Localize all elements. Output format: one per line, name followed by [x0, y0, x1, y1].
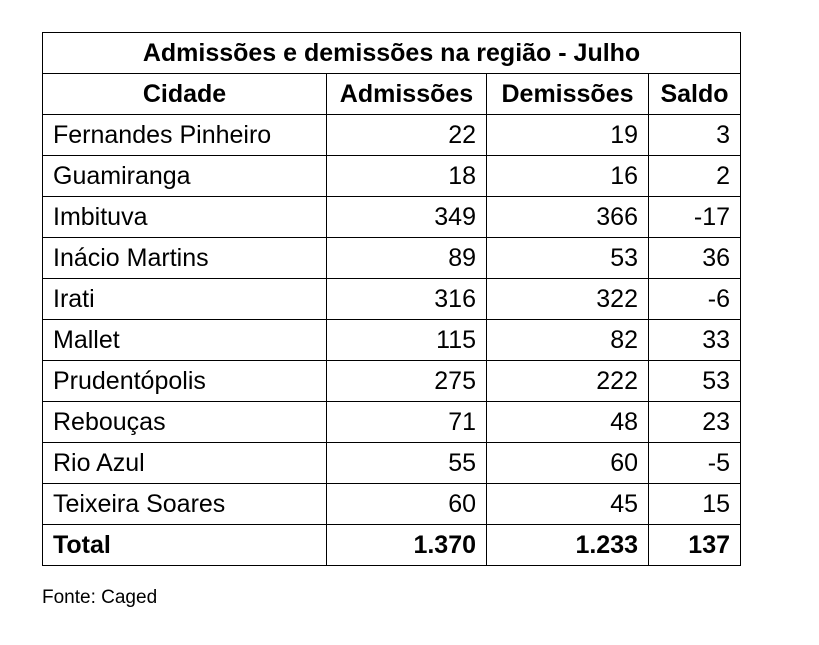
admissions-cell: 60	[327, 484, 487, 525]
city-cell: Rio Azul	[43, 443, 327, 484]
admissions-cell: 115	[327, 320, 487, 361]
total-admissions: 1.370	[327, 525, 487, 566]
table-row	[43, 443, 741, 484]
balance-cell: -17	[649, 197, 741, 238]
dismissals-cell: 82	[487, 320, 649, 361]
admissions-cell: 22	[327, 115, 487, 156]
admissions-cell: 71	[327, 402, 487, 443]
admissions-cell: 349	[327, 197, 487, 238]
city-cell: Fernandes Pinheiro	[43, 115, 327, 156]
admissions-cell: 18	[327, 156, 487, 197]
table-row	[43, 279, 741, 320]
source-note: Fonte: Caged	[42, 587, 158, 608]
table-row	[43, 484, 741, 525]
header-row	[43, 74, 741, 115]
header-city: Cidade	[43, 74, 327, 115]
admissions-cell: 55	[327, 443, 487, 484]
admissions-dismissals-table	[42, 32, 741, 566]
table-row	[43, 361, 741, 402]
total-balance: 137	[649, 525, 741, 566]
dismissals-cell: 16	[487, 156, 649, 197]
balance-cell: 3	[649, 115, 741, 156]
table-row	[43, 197, 741, 238]
total-dismissals: 1.233	[487, 525, 649, 566]
city-cell: Irati	[43, 279, 327, 320]
table-row	[43, 156, 741, 197]
balance-cell: 2	[649, 156, 741, 197]
city-cell: Teixeira Soares	[43, 484, 327, 525]
balance-cell: 15	[649, 484, 741, 525]
table-title: Admissões e demissões na região - Julho	[43, 33, 741, 74]
dismissals-cell: 366	[487, 197, 649, 238]
dismissals-cell: 60	[487, 443, 649, 484]
total-label: Total	[43, 525, 327, 566]
balance-cell: 53	[649, 361, 741, 402]
table-row	[43, 320, 741, 361]
balance-cell: 33	[649, 320, 741, 361]
admissions-cell: 275	[327, 361, 487, 402]
dismissals-cell: 53	[487, 238, 649, 279]
balance-cell: -6	[649, 279, 741, 320]
table-row	[43, 115, 741, 156]
table-row	[43, 402, 741, 443]
city-cell: Guamiranga	[43, 156, 327, 197]
admissions-cell: 89	[327, 238, 487, 279]
balance-cell: -5	[649, 443, 741, 484]
dismissals-cell: 322	[487, 279, 649, 320]
header-balance: Saldo	[649, 74, 741, 115]
dismissals-cell: 19	[487, 115, 649, 156]
header-admissions: Admissões	[327, 74, 487, 115]
dismissals-cell: 222	[487, 361, 649, 402]
title-row	[43, 33, 741, 74]
city-cell: Rebouças	[43, 402, 327, 443]
table-row	[43, 238, 741, 279]
total-row	[43, 525, 741, 566]
city-cell: Mallet	[43, 320, 327, 361]
dismissals-cell: 48	[487, 402, 649, 443]
balance-cell: 23	[649, 402, 741, 443]
dismissals-cell: 45	[487, 484, 649, 525]
city-cell: Prudentópolis	[43, 361, 327, 402]
header-dismissals: Demissões	[487, 74, 649, 115]
city-cell: Imbituva	[43, 197, 327, 238]
city-cell: Inácio Martins	[43, 238, 327, 279]
admissions-cell: 316	[327, 279, 487, 320]
balance-cell: 36	[649, 238, 741, 279]
